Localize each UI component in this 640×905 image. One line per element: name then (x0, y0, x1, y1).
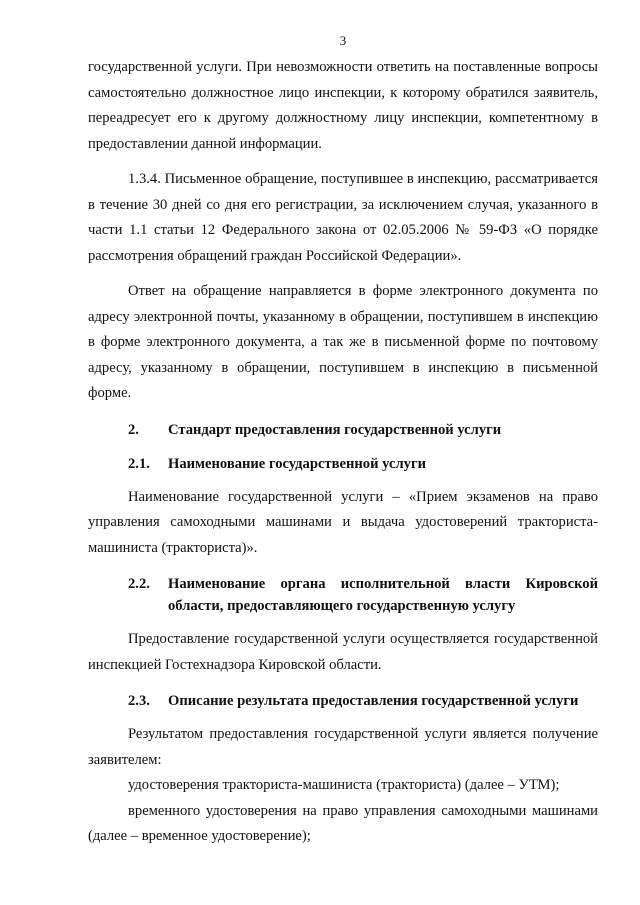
paragraph-temporary-certificate: временного удостоверения на право управления самоходными машинами (далее – временное удостоверение); (88, 802, 598, 844)
heading-section-2-1 (88, 453, 598, 475)
paragraph-provider: Предоставление государственной услуги осуществляется государственной инспекцией Гостехнадзора Кировской области. (88, 631, 598, 673)
heading-section-2-3 (88, 690, 598, 712)
heading-section-2 (88, 419, 598, 441)
heading-number: 2.1. (128, 455, 150, 472)
heading-text: Наименование государственной услуги (168, 455, 426, 472)
paragraph-continuation: государственной услуги. При невозможности ответить на поставленные вопросы самостоятельно должностное лицо инспекции, к которому обратился заявитель, переадресует его к другому должностному лицу инспекции, компетентному в предоставлении данной информации. (88, 59, 598, 152)
heading-section-2-2 (88, 573, 598, 617)
heading-text: Описание результата предоставления государственной услуги (168, 693, 579, 709)
heading-text: Стандарт предоставления государственной услуги (168, 421, 502, 438)
paragraph-service-name: Наименование государственной услуги – «Прием экзаменов на право управления самоходными машинами и выдача удостоверений тракториста-машиниста (тракториста)». (88, 488, 598, 556)
page-number: 3 (339, 33, 347, 48)
heading-number: 2.3. (128, 693, 150, 709)
paragraph-1-3-4: 1.3.4. Письменное обращение, поступившее в инспекцию, рассматривается в течение 30 дней со дня его регистрации, за исключением случая, указанного в части 1.1 статьи 12 Федерального закона от 02.05.2006 № 59-ФЗ «О порядке рассмотрения обращений граждан Российской Федерации». (88, 171, 598, 264)
paragraph-result: Результатом предоставления государственной услуги является получение заявителем: (88, 726, 598, 768)
paragraph-utm: удостоверения тракториста-машиниста (тракториста) (далее – УТМ); (128, 777, 560, 793)
heading-text: Наименование органа исполнительной власти Кировской области, предоставляющего государственную услугу (168, 576, 598, 614)
paragraph-response-form: Ответ на обращение направляется в форме электронного документа по адресу электронной почты, указанному в обращении, поступившем в инспекцию в форме электронного документа, а так же в письменной форме по почтовому адресу, указанному в обращении, поступившем в инспекцию в письменной форме. (88, 283, 598, 401)
heading-number: 2. (128, 421, 139, 438)
heading-number: 2.2. (128, 576, 150, 592)
